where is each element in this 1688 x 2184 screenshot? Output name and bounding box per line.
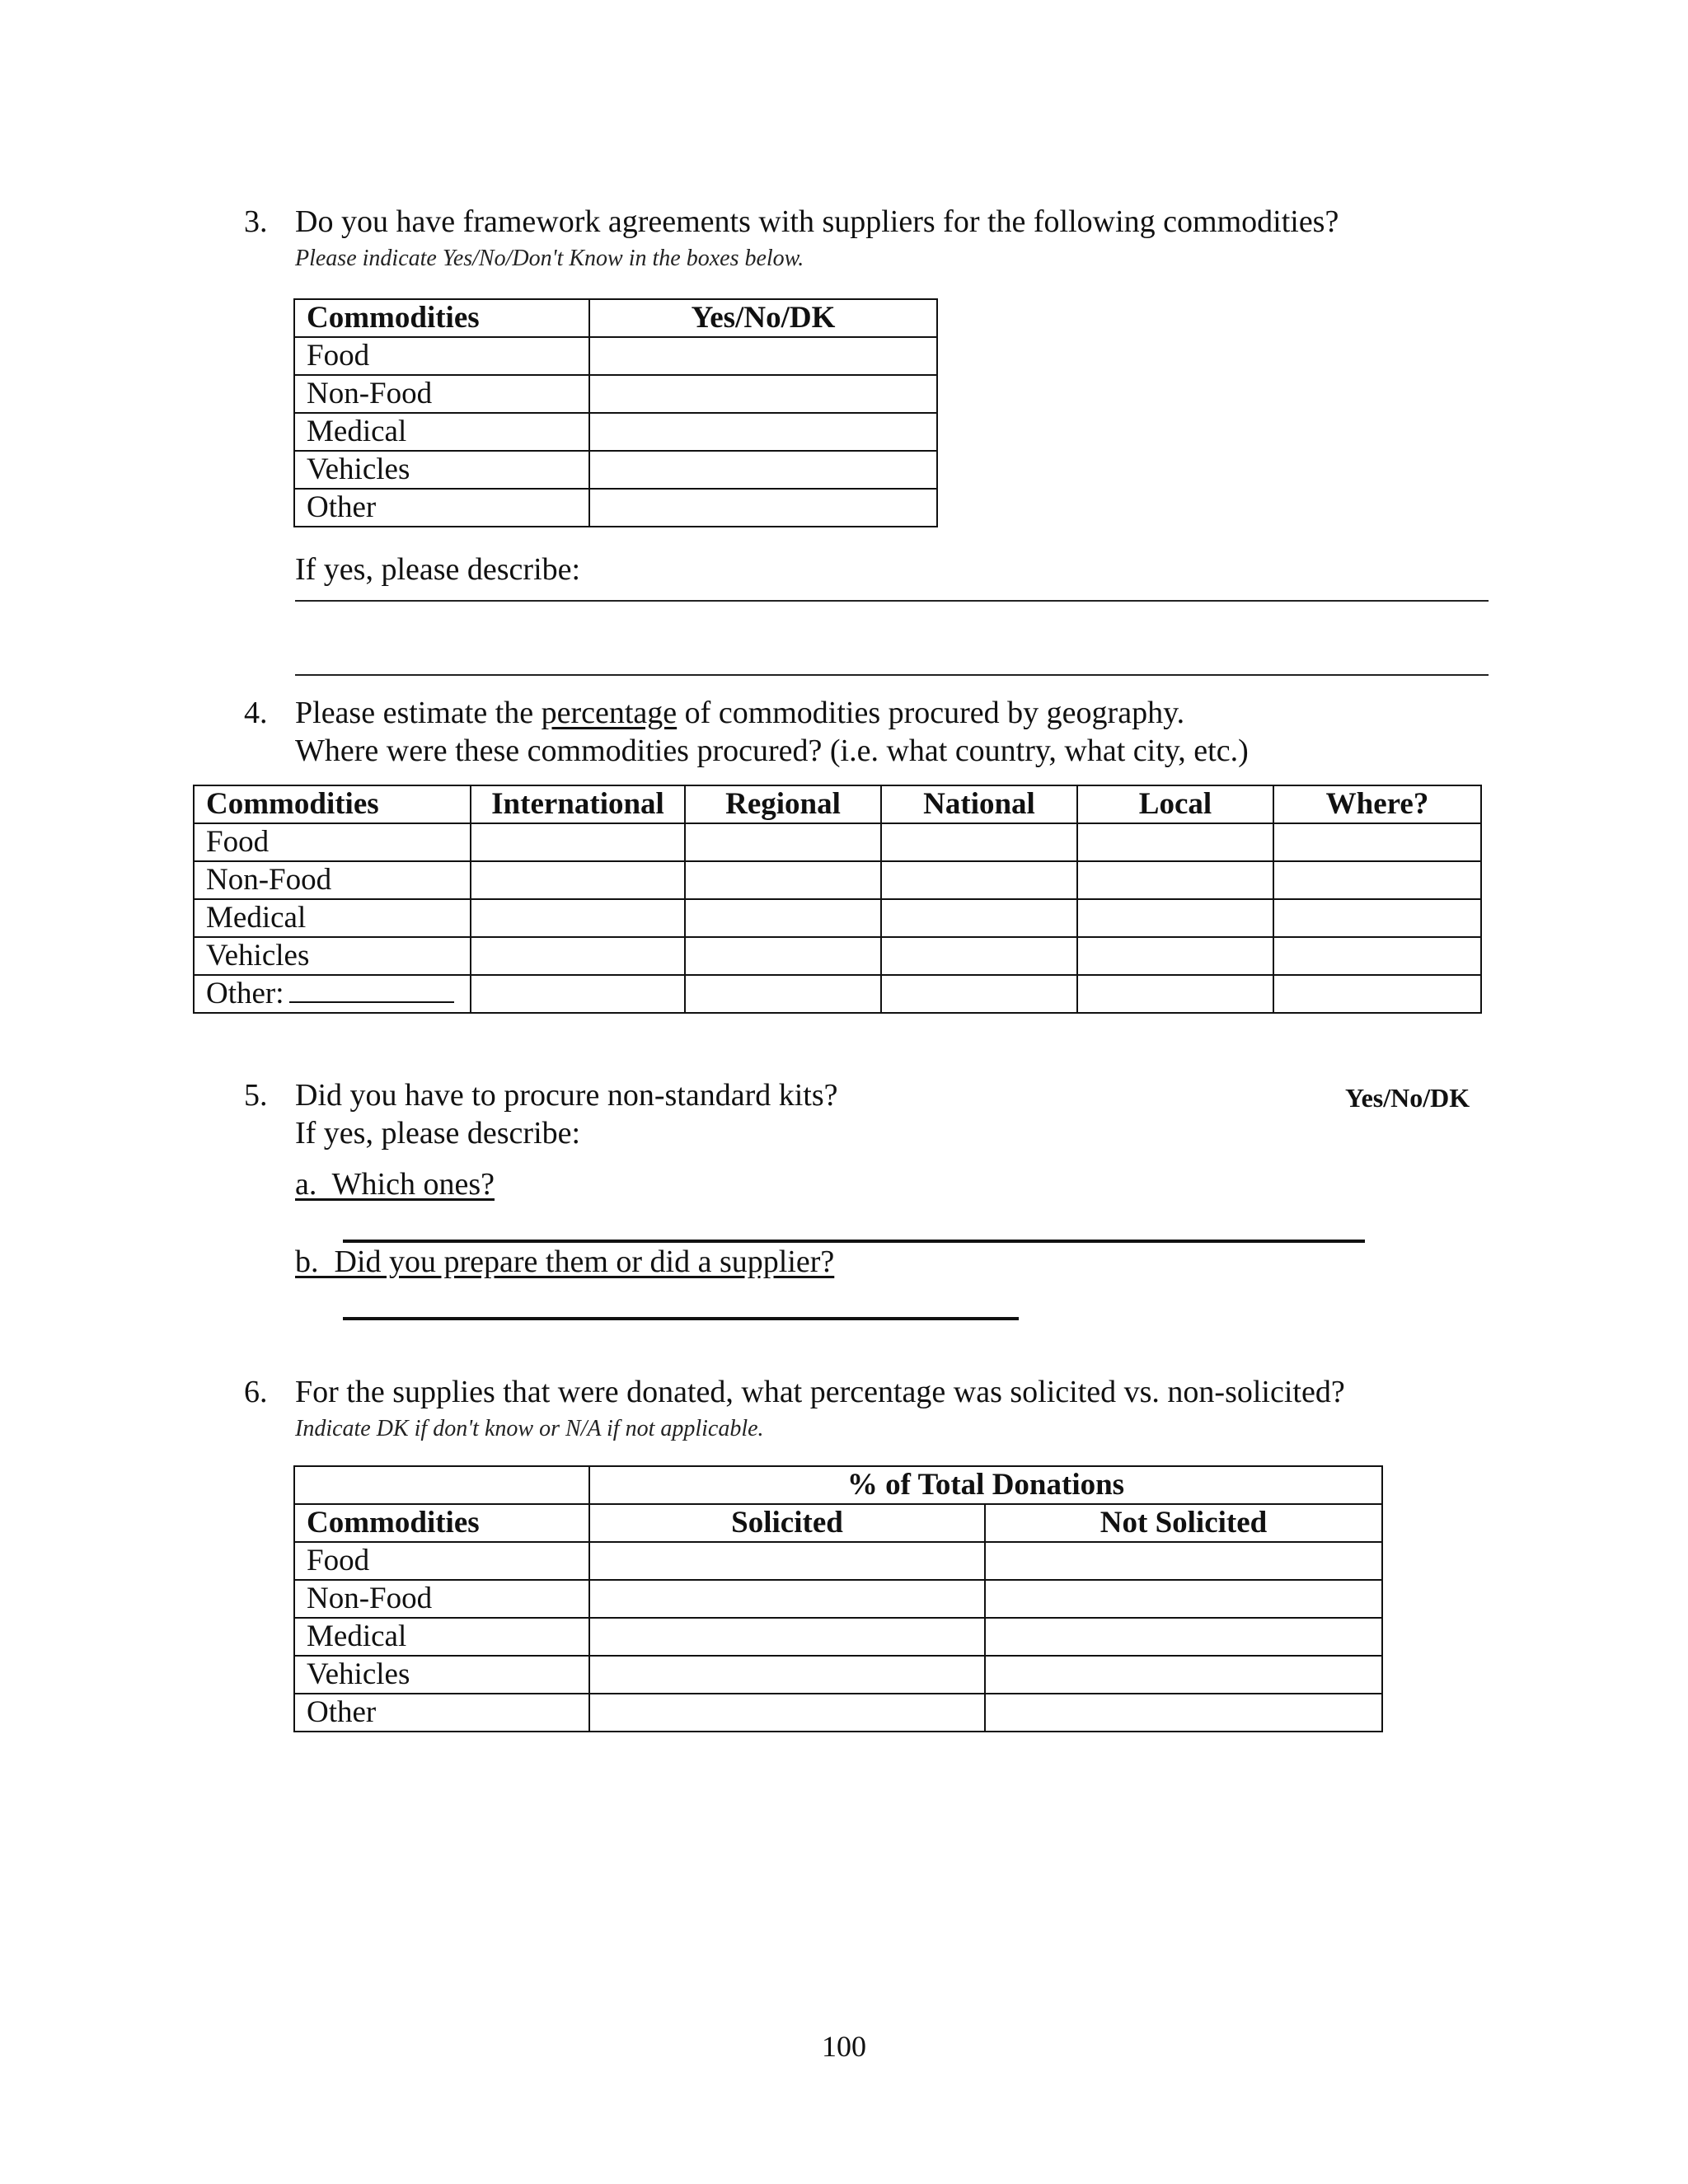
q4-underlined-word: percentage [541,696,678,730]
answer-cell[interactable] [589,1694,985,1732]
q5-answer-line-b[interactable] [343,1317,1019,1320]
table-row [294,375,937,413]
answer-cell[interactable] [1077,899,1273,937]
table-header-row [194,785,1481,823]
table-row [194,823,1481,861]
q5-sub-a: a. Which ones? [295,1167,495,1202]
answer-cell[interactable] [685,937,881,975]
other-label: Other: [206,977,284,1010]
answer-cell[interactable] [471,899,685,937]
answer-cell[interactable] [985,1542,1382,1580]
q5-number: 5. [244,1078,268,1113]
table-row [194,861,1481,899]
column-header: Commodities [194,785,471,823]
answer-cell[interactable] [471,861,685,899]
table-header-row [294,1504,1382,1542]
page-number: 100 [822,2030,866,2063]
table-row [194,937,1481,975]
table-row [294,451,937,489]
answer-cell[interactable] [985,1580,1382,1618]
q5-answer-options[interactable]: Yes/No/DK [1345,1083,1470,1113]
column-header: Regional [685,785,881,823]
answer-cell[interactable] [685,899,881,937]
answer-cell[interactable] [685,823,881,861]
table-group-header-row [294,1466,1382,1504]
answer-cell[interactable] [471,937,685,975]
q4-line-1 [295,694,1184,732]
answer-cell[interactable] [685,975,881,1013]
answer-cell[interactable] [1077,975,1273,1013]
q6-question: For the supplies that were donated, what percentage was solicited vs. non-solicited? [295,1375,1345,1409]
table-row [294,1694,1382,1732]
commodity-label: Medical [294,1618,589,1656]
table-row [294,337,937,375]
q4-text-b: of commodities procured by geography. [677,696,1185,730]
answer-cell[interactable] [881,823,1077,861]
answer-cell[interactable] [881,937,1077,975]
answer-cell[interactable] [589,413,937,451]
answer-cell[interactable] [1077,937,1273,975]
column-header: Commodities [294,1504,589,1542]
answer-cell[interactable] [589,337,937,375]
answer-cell[interactable] [471,823,685,861]
answer-cell[interactable] [881,975,1077,1013]
q5-describe-label: If yes, please describe: [295,1116,581,1151]
q3-question: Do you have framework agreements with suppliers for the following commodities? [295,204,1339,239]
column-header: National [881,785,1077,823]
commodity-label: Vehicles [294,451,589,489]
answer-cell[interactable] [1273,861,1481,899]
q3-answer-line-1[interactable] [295,600,1489,602]
q3-table [293,298,938,527]
answer-cell[interactable] [1273,899,1481,937]
q4-text-a: Please estimate the [295,696,542,730]
table-row [294,1580,1382,1618]
q6-number: 6. [244,1375,268,1409]
answer-cell[interactable] [589,1656,985,1694]
q3-instruction: Please indicate Yes/No/Don't Know in the boxes below. [295,246,804,271]
answer-cell[interactable] [589,489,937,527]
q5-sub-b: b. Did you prepare them or did a supplier? [295,1244,835,1279]
column-header: Local [1077,785,1273,823]
commodity-label: Food [194,823,471,861]
q5-question: Did you have to procure non-standard kits? [295,1078,838,1113]
commodity-label [194,975,471,1013]
other-fill-line[interactable] [289,1001,454,1003]
commodity-label: Food [294,337,589,375]
q3-answer-line-2[interactable] [295,674,1489,676]
column-header: Yes/No/DK [589,299,937,337]
commodity-label: Non-Food [194,861,471,899]
q3-describe-label: If yes, please describe: [295,552,581,587]
commodity-label: Vehicles [194,937,471,975]
q6-instruction: Indicate DK if don't know or N/A if not applicable. [295,1416,764,1441]
column-header: Where? [1273,785,1481,823]
commodity-label: Medical [194,899,471,937]
answer-cell[interactable] [1273,937,1481,975]
table-row [294,489,937,527]
answer-cell[interactable] [1077,823,1273,861]
q3-number: 3. [244,204,268,239]
answer-cell[interactable] [1273,975,1481,1013]
answer-cell[interactable] [589,1618,985,1656]
group-header: % of Total Donations [589,1466,1382,1504]
commodity-label: Non-Food [294,1580,589,1618]
commodity-label: Other [294,1694,589,1732]
q4-number: 4. [244,696,268,730]
commodity-label: Medical [294,413,589,451]
answer-cell[interactable] [1273,823,1481,861]
table-row [194,975,1481,1013]
answer-cell[interactable] [881,861,1077,899]
answer-cell[interactable] [589,375,937,413]
answer-cell[interactable] [985,1618,1382,1656]
answer-cell[interactable] [685,861,881,899]
answer-cell[interactable] [881,899,1077,937]
q4-table [193,785,1482,1014]
answer-cell[interactable] [589,451,937,489]
answer-cell[interactable] [1077,861,1273,899]
answer-cell[interactable] [589,1542,985,1580]
table-row [294,1656,1382,1694]
commodity-label: Other [294,489,589,527]
commodity-label: Vehicles [294,1656,589,1694]
answer-cell[interactable] [589,1580,985,1618]
column-header: International [471,785,685,823]
table-row [294,1618,1382,1656]
column-header: Commodities [294,299,589,337]
table-row [294,1542,1382,1580]
q4-line-2: Where were these commodities procured? (i.e. what country, what city, etc.) [295,733,1249,768]
commodity-label: Food [294,1542,589,1580]
column-header: Solicited [589,1504,985,1542]
empty-header-cell [294,1466,589,1504]
commodity-label: Non-Food [294,375,589,413]
q6-table [293,1465,1383,1732]
table-header-row [294,299,937,337]
answer-cell[interactable] [471,975,685,1013]
column-header: Not Solicited [985,1504,1382,1542]
table-row [294,413,937,451]
answer-cell[interactable] [985,1694,1382,1732]
answer-cell[interactable] [985,1656,1382,1694]
table-row [194,899,1481,937]
